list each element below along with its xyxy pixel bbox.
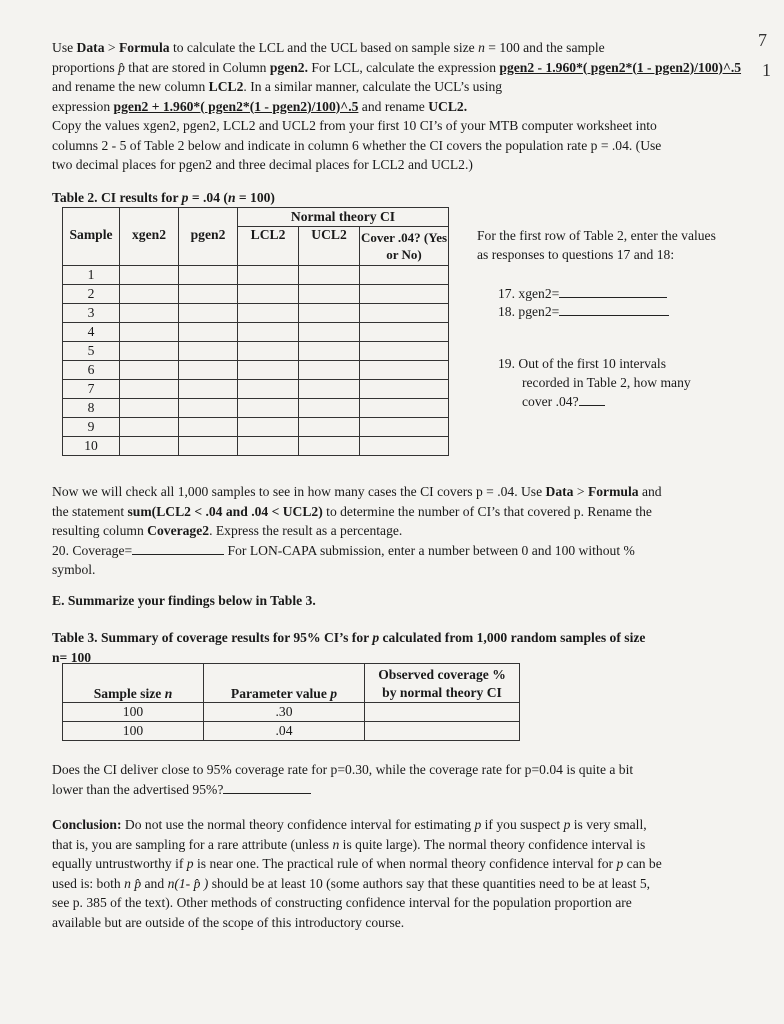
table-row: 1 bbox=[63, 265, 449, 284]
table-row: 100 .30 bbox=[63, 703, 520, 722]
table2: Normal theory CI Sample xgen2 pgen2 LCL2 UCL2 Cover .04? (Yes or No) 1 2 3 4 5 6 7 8 9 10 bbox=[62, 207, 449, 456]
table-row: 9 bbox=[63, 417, 449, 436]
coverage-question: Does the CI deliver close to 95% coverage rate for p=0.30, while the coverage rate for p=0.04 is quite a bit lower than the advertised 95%? bbox=[52, 762, 634, 797]
table-row: 100 .04 bbox=[63, 722, 520, 741]
table-row: 6 bbox=[63, 360, 449, 379]
table-row: 10 bbox=[63, 436, 449, 455]
normal-theory-header: Normal theory CI bbox=[238, 208, 449, 227]
answer-19-blank[interactable] bbox=[579, 393, 605, 406]
table-row: 3 bbox=[63, 303, 449, 322]
questions-17-18-intro: For the first row of Table 2, enter the values as responses to questions 17 and 18: bbox=[477, 228, 716, 262]
margin-mark: 1 bbox=[762, 60, 771, 80]
intro-paragraph: Use Data > Formula to calculate the LCL and the UCL based on sample size n = 100 and the sample proportions p̂ that are stored in Column pgen2. For LCL, calculate the expression pgen2 - 1.960*( pgen2*(1 - pgen2)/100)^.5 and rename the new column LCL2. In a similar manner, calculate the UCL’s using expression pgen2 + 1.960*( pgen2*(1 - pgen2)/100)^.5 and rename UCL2. Copy the values xgen2, pgen2, LCL2 and UCL2 from your first 10 CI’s of your MTB computer worksheet into columns 2 - 5 of Table 2 below and indicate in column 6 whether the CI covers the population rate p = .04. (Use two decimal places for pgen2 and three decimal places for LCL2 and UCL2.) bbox=[52, 40, 742, 172]
section-e-heading: E. Summarize your findings below in Table 3. bbox=[52, 593, 316, 608]
table-row: 7 bbox=[63, 379, 449, 398]
table3-caption: Table 3. Summary of coverage results for 95% CI’s for p calculated from 1,000 random samples of size n= 100 bbox=[52, 630, 646, 665]
table2-caption: Table 2. CI results for p = .04 (n = 100) bbox=[52, 190, 275, 205]
question-19: 19. Out of the first 10 intervals recorded in Table 2, how many cover .04? bbox=[498, 356, 691, 409]
table-row: 4 bbox=[63, 322, 449, 341]
coverage-paragraph: Now we will check all 1,000 samples to see in how many cases the CI covers p = .04. Use Data > Formula and the statement sum(LCL2 < .04 and .04 < UCL2) to determine the number of CI’s that covered p. Rename the resulting column Coverage2. Express the result as a percentage. 20. Coverage= For LON-CAPA submission, enter a number between 0 and 100 without % symbol. bbox=[52, 484, 662, 577]
table-row: 8 bbox=[63, 398, 449, 417]
table-row: 2 bbox=[63, 284, 449, 303]
table3: Sample size n Parameter value p Observed coverage % by normal theory CI 100 .30 100 .04 bbox=[62, 663, 520, 741]
conclusion-paragraph: Conclusion: Do not use the normal theory confidence interval for estimating p if you suspect p is very small, that is, you are sampling for a rare attribute (unless n is quite large). The normal theory confidence interval is equally untrustworthy if p is near one. The practical rule of when normal theory confidence interval for p can be used is: both n p̂ and n(1- p̂ ) should be at least 10 (some authors say that these quantities need to be at least 5, see p. 385 of the text). Other methods of constructing confidence interval for the population proportion are available but are outside of the scope of this introductory course. bbox=[52, 817, 662, 930]
answer-20-blank[interactable] bbox=[132, 542, 224, 555]
question-answer-blank[interactable] bbox=[223, 781, 311, 794]
question-17: 17. xgen2= bbox=[498, 284, 667, 303]
answer-17-blank[interactable] bbox=[559, 285, 667, 298]
margin-mark: 7 bbox=[758, 30, 767, 50]
answer-18-blank[interactable] bbox=[559, 303, 669, 316]
table-row: 5 bbox=[63, 341, 449, 360]
question-18: 18. pgen2= bbox=[498, 302, 669, 321]
